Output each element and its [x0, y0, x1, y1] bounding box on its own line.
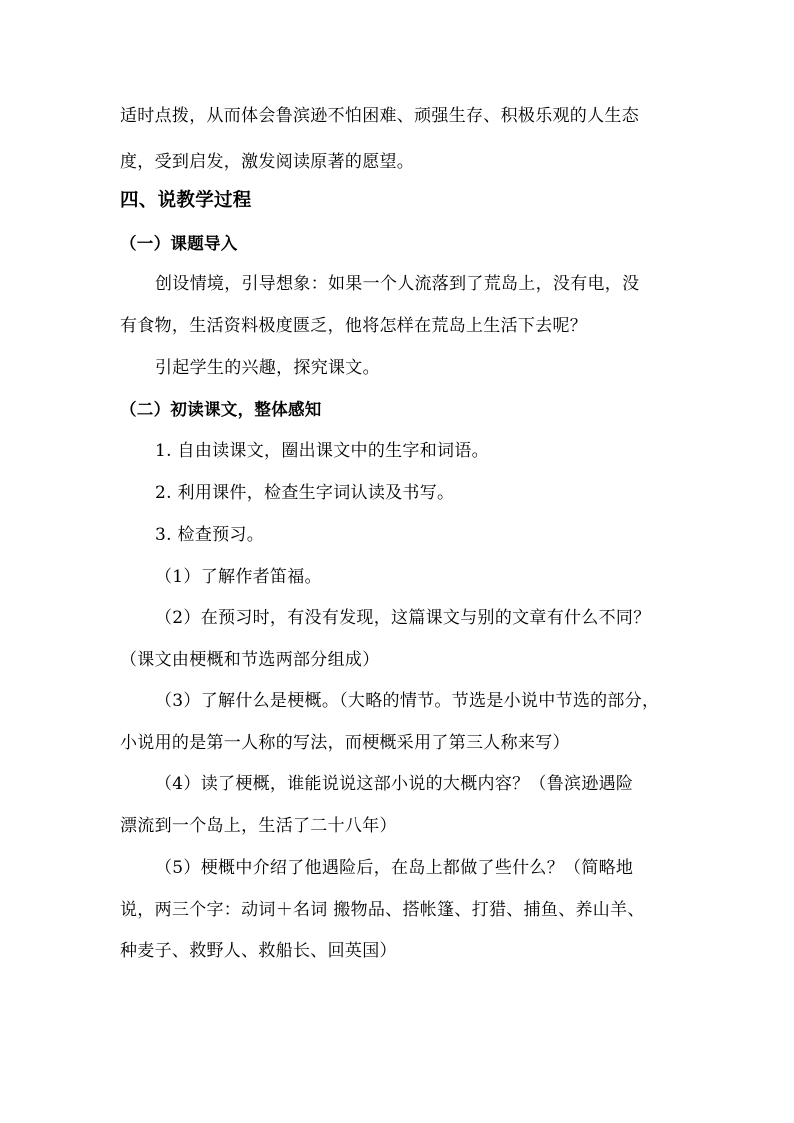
paragraph-line: 度，受到启发，激发阅读原著的愿望。 — [120, 152, 415, 172]
sub-list-item: （2）在预习时，有没有发现，这篇课文与别的文章有什么不同？ — [155, 608, 651, 628]
paragraph-line: 小说用的是第一人称的写法，而梗概采用了第三人称来写） — [120, 733, 570, 753]
sub-list-item: （5）梗概中介绍了他遇险后，在岛上都做了些什么？（简略地 — [155, 858, 634, 878]
paragraph-line: 说，两三个字：动词＋名词 搬物品、搭帐篷、打猎、捕鱼、养山羊、 — [120, 900, 645, 920]
list-item: 3. 检查预习。 — [155, 525, 265, 545]
paragraph-line: 引起学生的兴趣，探究课文。 — [155, 358, 380, 378]
subsection-heading: （一）课题导入 — [120, 234, 238, 253]
sub-list-item: （4）读了梗概，谁能说说这部小说的大概内容？（鲁滨逊遇险 — [155, 774, 634, 794]
paragraph-line: 种麦子、救野人、救船长、回英国） — [120, 941, 397, 961]
subsection-heading: （二）初读课文，整体感知 — [120, 400, 322, 419]
paragraph-line: 有食物，生活资料极度匮乏，他将怎样在荒岛上生活下去呢？ — [120, 316, 588, 336]
section-heading: 四、说教学过程 — [120, 190, 252, 211]
paragraph-line: 漂流到一个岛上，生活了二十八年） — [120, 816, 397, 836]
list-item: 1. 自由读课文，圈出课文中的生字和词语。 — [155, 441, 489, 461]
paragraph-line: （课文由梗概和节选两部分组成） — [120, 650, 380, 670]
list-item: 2. 利用课件，检查生字词认读及书写。 — [155, 483, 455, 503]
paragraph-line: 创设情境，引导想象：如果一个人流落到了荒岛上，没有电，没 — [155, 274, 640, 294]
paragraph-line: 适时点拨，从而体会鲁滨逊不怕困难、顽强生存、积极乐观的人生态 — [120, 106, 639, 126]
sub-list-item: （1）了解作者笛福。 — [155, 567, 322, 587]
sub-list-item: （3）了解什么是梗概。（大略的情节。节选是小说中节选的部分， — [155, 691, 660, 711]
